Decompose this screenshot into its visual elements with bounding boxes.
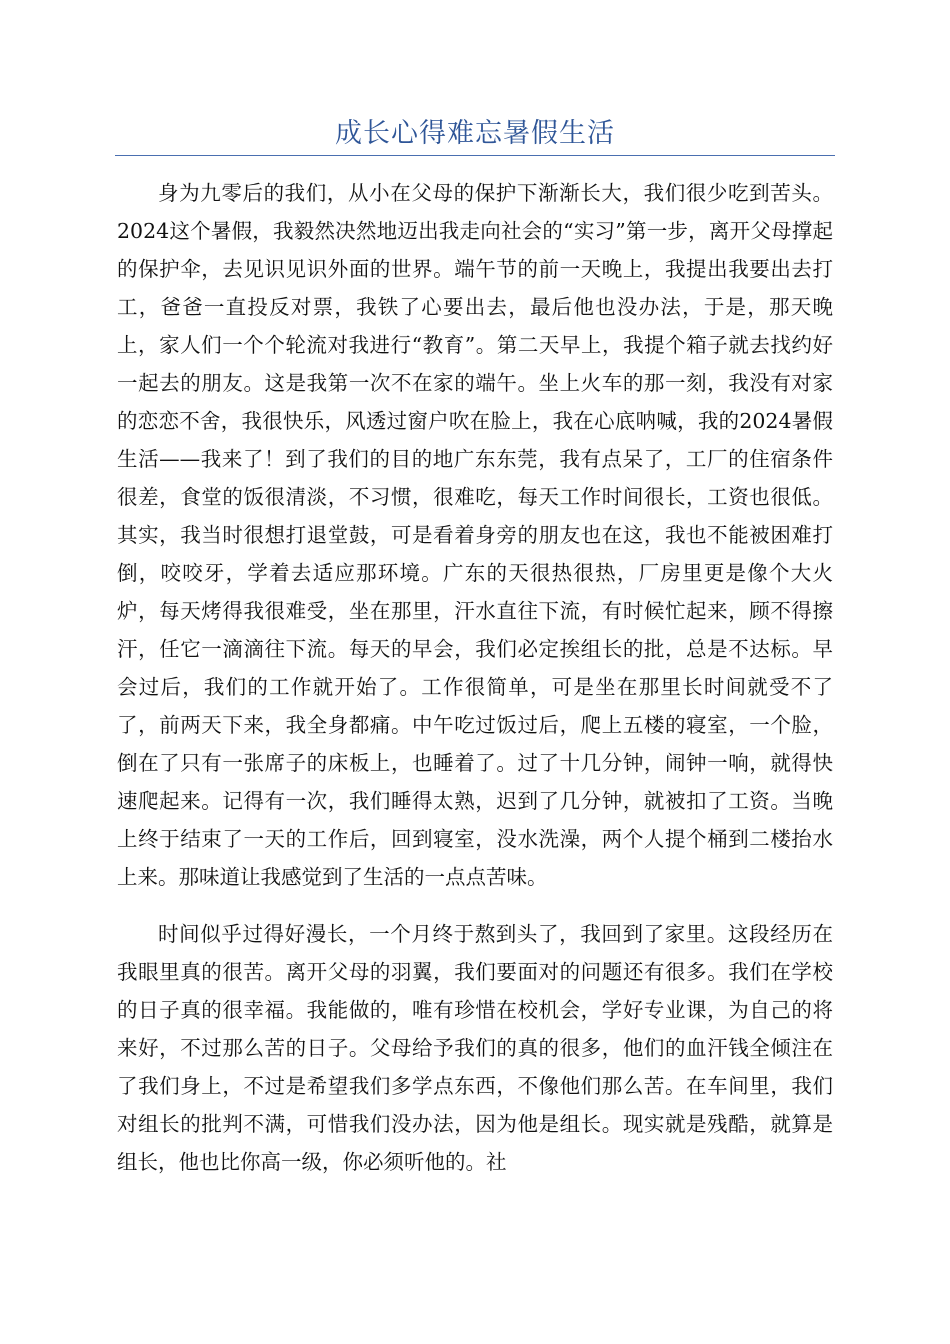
paragraph-1: 身为九零后的我们，从小在父母的保护下渐渐长大，我们很少吃到苦头。2024这个暑假，我毅然决然地迈出我走向社会的“实习”第一步，离开父母撑起的保护伞，去见识见识外面的世界。端午节的前一天晚上，我提出我要出去打工，爸爸一直投反对票，我铁了心要出去，最后他也没办法，于是，那天晚上，家人们一个个轮流对我进行“教育”。第二天早上，我提个箱子就去找约好一起去的朋友。这是我第一次不在家的端午。坐上火车的那一刻，我没有对家的恋恋不舍，我很快乐，风透过窗户吹在脸上，我在心底呐喊，我的2024暑假生活——我来了！到了我们的目的地广东东莞，我有点呆了，工厂的住宿条件很差，食堂的饭很清淡，不习惯，很难吃，每天工作时间很长，工资也很低。其实，我当时很想打退堂鼓，可是看着身旁的朋友也在这，我也不能被困难打倒，咬咬牙，学着去适应那环境。广东的天很热很热，厂房里更是像个大火炉，每天烤得我很难受，坐在那里，汗水直往下流，有时候忙起来，顾不得擦汗，任它一滴滴往下流。每天的早会，我们必定挨组长的批，总是不达标。早会过后，我们的工作就开始了。工作很简单，可是坐在那里长时间就受不了了，前两天下来，我全身都痛。中午吃过饭过后，爬上五楼的寝室，一个脸，倒在了只有一张席子的床板上，也睡着了。过了十几分钟，闹钟一响，就得快速爬起来。记得有一次，我们睡得太熟，迟到了几分钟，就被扣了工资。当晚上终于结束了一天的工作后，回到寝室，没水洗澡，两个人提个桶到二楼抬水上来。那味道让我感觉到了生活的一点点苦味。 bbox=[117, 181, 833, 889]
document-body bbox=[117, 174, 833, 1181]
paragraph-2: 时间似乎过得好漫长，一个月终于熬到头了，我回到了家里。这段经历在我眼里真的很苦。离开父母的羽翼，我们要面对的问题还有很多。我们在学校的日子真的很幸福。我能做的，唯有珍惜在校机会，学好专业课，为自己的将来好，不过那么苦的日子。父母给予我们的真的很多，他们的血汗钱全倾注在了我们身上，不过是希望我们多学点东西，不像他们那么苦。在车间里，我们对组长的批判不满，可惜我们没办法，因为他是组长。现实就是残酷，就算是组长，他也比你高一级，你必须听他的。社 bbox=[117, 922, 833, 1174]
title-underline bbox=[115, 155, 835, 156]
document-title: 成长心得难忘暑假生活 bbox=[335, 118, 615, 149]
